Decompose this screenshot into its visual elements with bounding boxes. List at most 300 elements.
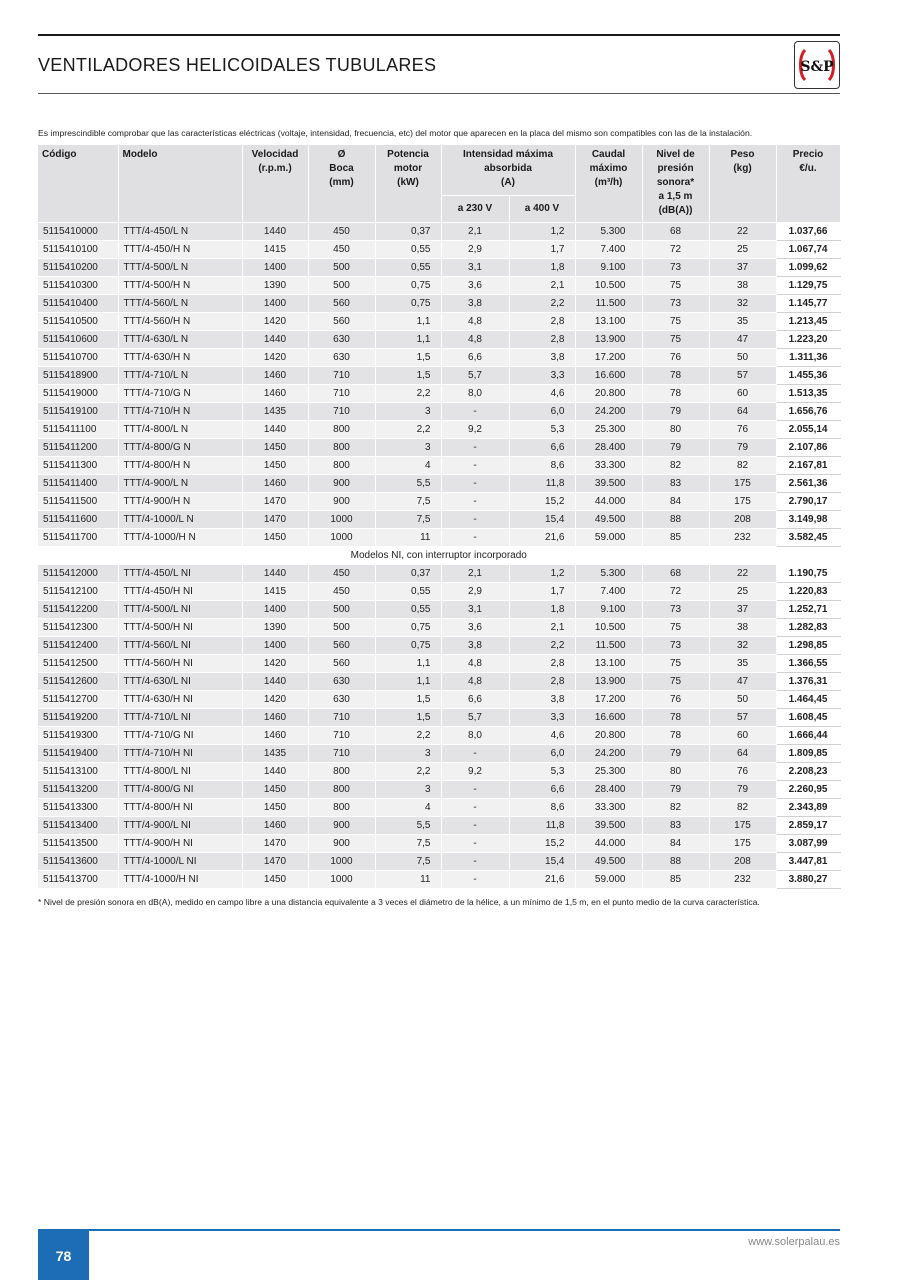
table-cell: 1470	[242, 493, 308, 511]
table-cell: 49.500	[575, 853, 642, 871]
table-row	[38, 763, 840, 781]
table-cell: TTT/4-800/G N	[118, 439, 242, 457]
table-cell: 2,9	[441, 583, 509, 601]
table-cell: 208	[709, 511, 776, 529]
table-cell: TTT/4-710/G NI	[118, 727, 242, 745]
table-cell: 1,2	[509, 565, 575, 583]
table-cell: 232	[709, 871, 776, 889]
table-row	[38, 295, 840, 313]
table-cell: 0,55	[375, 259, 441, 277]
table-cell: 3,8	[509, 349, 575, 367]
table-cell: 79	[709, 439, 776, 457]
table-cell: 560	[308, 637, 375, 655]
table-cell: 630	[308, 691, 375, 709]
table-cell: 5115419000	[38, 385, 118, 403]
table-cell: 38	[709, 277, 776, 295]
table-cell: 75	[642, 619, 709, 637]
table-cell: 22	[709, 565, 776, 583]
table-row	[38, 601, 840, 619]
table-cell: 1470	[242, 835, 308, 853]
col-precio: Precio €/u.	[776, 145, 840, 223]
table-cell: 15,2	[509, 493, 575, 511]
table-cell: 800	[308, 457, 375, 475]
table-cell: 1,5	[375, 367, 441, 385]
table-row	[38, 241, 840, 259]
table-cell: 38	[709, 619, 776, 637]
table-cell: 5115412400	[38, 637, 118, 655]
table-cell: 4,6	[509, 727, 575, 745]
table-cell: TTT/4-450/L N	[118, 223, 242, 241]
table-cell: 2,2	[509, 637, 575, 655]
table-cell: 710	[308, 367, 375, 385]
table-cell: 1460	[242, 385, 308, 403]
table-cell: 1400	[242, 259, 308, 277]
table-cell: 5115410500	[38, 313, 118, 331]
table-cell: 64	[709, 745, 776, 763]
table-cell: 1.282,83	[776, 619, 840, 637]
table-cell: 1400	[242, 637, 308, 655]
table-cell: 5115412100	[38, 583, 118, 601]
table-cell: 13.100	[575, 655, 642, 673]
table-cell: 76	[709, 421, 776, 439]
table-cell: -	[441, 781, 509, 799]
table-cell: TTT/4-800/H NI	[118, 799, 242, 817]
table-cell: 1470	[242, 511, 308, 529]
table-cell: 3.447,81	[776, 853, 840, 871]
table-row	[38, 871, 840, 889]
table-cell: 60	[709, 385, 776, 403]
table-cell: 78	[642, 709, 709, 727]
table-cell: 5115413200	[38, 781, 118, 799]
top-rule	[38, 34, 840, 36]
table-cell: 82	[709, 799, 776, 817]
table-cell: 1450	[242, 529, 308, 547]
table-row	[38, 385, 840, 403]
table-cell: 5115410000	[38, 223, 118, 241]
table-cell: 88	[642, 853, 709, 871]
table-cell: TTT/4-900/H NI	[118, 835, 242, 853]
table-cell: 1.656,76	[776, 403, 840, 421]
table-cell: 4,8	[441, 655, 509, 673]
table-cell: 1435	[242, 403, 308, 421]
table-cell: 1440	[242, 421, 308, 439]
table-row	[38, 745, 840, 763]
table-cell: 0,75	[375, 277, 441, 295]
table-cell: 28.400	[575, 439, 642, 457]
table-cell: 7,5	[375, 835, 441, 853]
table-cell: 6,6	[509, 439, 575, 457]
footer-rule	[38, 1229, 840, 1231]
table-cell: 75	[642, 313, 709, 331]
table-cell: 1.608,45	[776, 709, 840, 727]
table-cell: 68	[642, 565, 709, 583]
table-cell: 208	[709, 853, 776, 871]
table-cell: 37	[709, 601, 776, 619]
table-cell: -	[441, 493, 509, 511]
table-cell: 5,3	[509, 421, 575, 439]
table-cell: 5,7	[441, 709, 509, 727]
table-cell: 79	[709, 781, 776, 799]
table-cell: 5115419200	[38, 709, 118, 727]
table-cell: 85	[642, 871, 709, 889]
table-cell: 1.298,85	[776, 637, 840, 655]
table-row	[38, 511, 840, 529]
table-cell: 1390	[242, 277, 308, 295]
table-cell: 39.500	[575, 475, 642, 493]
table-cell: 8,6	[509, 457, 575, 475]
table-cell: 900	[308, 817, 375, 835]
table-cell: 5115413100	[38, 763, 118, 781]
table-cell: 1460	[242, 727, 308, 745]
table-cell: 3,8	[509, 691, 575, 709]
table-cell: 83	[642, 475, 709, 493]
table-cell: 32	[709, 637, 776, 655]
table-cell: 78	[642, 367, 709, 385]
table-cell: 72	[642, 583, 709, 601]
table-cell: TTT/4-450/H N	[118, 241, 242, 259]
table-cell: 75	[642, 673, 709, 691]
table-cell: 1.809,85	[776, 745, 840, 763]
table-cell: 800	[308, 781, 375, 799]
table-body-n	[38, 223, 840, 547]
table-row	[38, 223, 840, 241]
table-cell: TTT/4-630/L N	[118, 331, 242, 349]
table-cell: 1460	[242, 475, 308, 493]
table-cell: 1000	[308, 529, 375, 547]
table-cell: 6,6	[509, 781, 575, 799]
table-cell: 39.500	[575, 817, 642, 835]
table-cell: 1.067,74	[776, 241, 840, 259]
table-row	[38, 313, 840, 331]
table-cell: 1,1	[375, 673, 441, 691]
table-cell: TTT/4-500/H N	[118, 277, 242, 295]
table-cell: 1.190,75	[776, 565, 840, 583]
table-cell: 2,8	[509, 331, 575, 349]
table-cell: 1450	[242, 457, 308, 475]
table-row	[38, 709, 840, 727]
table-body-ni	[38, 565, 840, 889]
table-cell: 10.500	[575, 619, 642, 637]
website-link[interactable]: www.solerpalau.es	[748, 1236, 840, 1248]
table-cell: 800	[308, 799, 375, 817]
table-cell: 5.300	[575, 223, 642, 241]
table-cell: 1420	[242, 655, 308, 673]
table-cell: TTT/4-1000/H N	[118, 529, 242, 547]
table-cell: -	[441, 799, 509, 817]
table-cell: 28.400	[575, 781, 642, 799]
table-cell: 11,8	[509, 817, 575, 835]
table-cell: TTT/4-630/L NI	[118, 673, 242, 691]
table-cell: 60	[709, 727, 776, 745]
table-cell: 20.800	[575, 385, 642, 403]
table-cell: 1440	[242, 673, 308, 691]
table-cell: 1.099,62	[776, 259, 840, 277]
table-cell: 1460	[242, 709, 308, 727]
table-cell: 76	[642, 349, 709, 367]
table-cell: 5115412300	[38, 619, 118, 637]
table-cell: 84	[642, 493, 709, 511]
table-cell: 630	[308, 331, 375, 349]
sp-logo	[794, 41, 840, 89]
table-cell: 1415	[242, 583, 308, 601]
table-cell: 1,1	[375, 655, 441, 673]
table-cell: 2.260,95	[776, 781, 840, 799]
table-cell: 24.200	[575, 745, 642, 763]
table-cell: 3,6	[441, 619, 509, 637]
table-cell: 1,8	[509, 259, 575, 277]
table-cell: TTT/4-1000/H NI	[118, 871, 242, 889]
table-cell: 33.300	[575, 457, 642, 475]
table-cell: 5115410400	[38, 295, 118, 313]
table-cell: TTT/4-1000/L NI	[118, 853, 242, 871]
table-cell: 25	[709, 241, 776, 259]
table-cell: 5115410200	[38, 259, 118, 277]
table-cell: 1.464,45	[776, 691, 840, 709]
table-cell: 17.200	[575, 691, 642, 709]
table-cell: TTT/4-710/G N	[118, 385, 242, 403]
table-cell: 560	[308, 295, 375, 313]
table-cell: 15,4	[509, 511, 575, 529]
table-cell: 0,55	[375, 241, 441, 259]
table-section-ni	[38, 547, 840, 565]
table-cell: 7,5	[375, 853, 441, 871]
table-cell: 25.300	[575, 763, 642, 781]
col-boca: Ø Boca (mm)	[308, 145, 375, 223]
table-cell: 2,2	[375, 727, 441, 745]
table-cell: 1.666,44	[776, 727, 840, 745]
table-cell: 15,4	[509, 853, 575, 871]
page-number: 78	[38, 1231, 89, 1280]
table-cell: 13.100	[575, 313, 642, 331]
table-cell: 900	[308, 835, 375, 853]
table-cell: TTT/4-500/L NI	[118, 601, 242, 619]
table-cell: 5115419400	[38, 745, 118, 763]
table-cell: 57	[709, 709, 776, 727]
table-cell: 3	[375, 781, 441, 799]
table-cell: 73	[642, 601, 709, 619]
table-cell: 5115410300	[38, 277, 118, 295]
table-row	[38, 475, 840, 493]
table-cell: 9,2	[441, 421, 509, 439]
table-cell: 7.400	[575, 241, 642, 259]
table-cell: 21,6	[509, 871, 575, 889]
table-cell: 5115411200	[38, 439, 118, 457]
table-cell: 76	[709, 763, 776, 781]
table-cell: 47	[709, 673, 776, 691]
table-cell: 1420	[242, 691, 308, 709]
table-cell: 25	[709, 583, 776, 601]
table-cell: 68	[642, 223, 709, 241]
table-cell: 3.149,98	[776, 511, 840, 529]
table-cell: 50	[709, 691, 776, 709]
table-cell: 2,1	[441, 223, 509, 241]
table-cell: 3,8	[441, 295, 509, 313]
footnote: * Nivel de presión sonora en dB(A), medido en campo libre a una distancia equivalente a 3 veces el diámetro de la hélice, a un mínimo de 1,5 m, en el punto medio de la curva característica.	[38, 897, 760, 907]
table-cell: 5115419300	[38, 727, 118, 745]
table-cell: 78	[642, 727, 709, 745]
table-row	[38, 637, 840, 655]
table-cell: 0,37	[375, 565, 441, 583]
product-table	[38, 145, 841, 889]
table-cell: 1400	[242, 295, 308, 313]
table-row	[38, 277, 840, 295]
table-cell: 1,2	[509, 223, 575, 241]
table-cell: 1420	[242, 349, 308, 367]
table-cell: -	[441, 529, 509, 547]
table-cell: TTT/4-560/L NI	[118, 637, 242, 655]
table-cell: 5115412700	[38, 691, 118, 709]
table-cell: 3	[375, 403, 441, 421]
table-cell: 75	[642, 655, 709, 673]
table-cell: 1.220,83	[776, 583, 840, 601]
table-cell: 1,8	[509, 601, 575, 619]
table-cell: -	[441, 745, 509, 763]
table-cell: 1,7	[509, 583, 575, 601]
table-cell: 78	[642, 385, 709, 403]
table-cell: 8,0	[441, 385, 509, 403]
table-cell: 73	[642, 295, 709, 313]
table-cell: 5115412200	[38, 601, 118, 619]
table-cell: 11	[375, 529, 441, 547]
table-cell: TTT/4-800/L N	[118, 421, 242, 439]
table-cell: 1390	[242, 619, 308, 637]
table-cell: 2,2	[375, 421, 441, 439]
table-cell: TTT/4-450/H NI	[118, 583, 242, 601]
table-row	[38, 583, 840, 601]
table-row	[38, 673, 840, 691]
table-cell: 25.300	[575, 421, 642, 439]
table-cell: 2,8	[509, 673, 575, 691]
header-rule	[38, 93, 840, 94]
table-cell: TTT/4-630/H N	[118, 349, 242, 367]
table-cell: TTT/4-450/L NI	[118, 565, 242, 583]
table-cell: 4	[375, 799, 441, 817]
table-cell: 710	[308, 385, 375, 403]
table-cell: 232	[709, 529, 776, 547]
table-row	[38, 853, 840, 871]
table-cell: TTT/4-710/H NI	[118, 745, 242, 763]
table-cell: 15,2	[509, 835, 575, 853]
table-cell: -	[441, 475, 509, 493]
table-cell: 5115411100	[38, 421, 118, 439]
table-cell: -	[441, 835, 509, 853]
table-cell: 3,1	[441, 259, 509, 277]
table-cell: -	[441, 439, 509, 457]
table-cell: 1440	[242, 565, 308, 583]
table-cell: 75	[642, 277, 709, 295]
table-cell: 64	[709, 403, 776, 421]
table-cell: 73	[642, 637, 709, 655]
table-cell: 1,5	[375, 691, 441, 709]
table-cell: TTT/4-710/L N	[118, 367, 242, 385]
table-cell: 5115412600	[38, 673, 118, 691]
table-cell: TTT/4-560/H N	[118, 313, 242, 331]
table-cell: 1.223,20	[776, 331, 840, 349]
table-cell: 50	[709, 349, 776, 367]
table-cell: 2,2	[509, 295, 575, 313]
table-cell: 57	[709, 367, 776, 385]
table-cell: 1.366,55	[776, 655, 840, 673]
table-cell: 500	[308, 259, 375, 277]
table-cell: 2,1	[441, 565, 509, 583]
table-cell: 1.037,66	[776, 223, 840, 241]
page-title: VENTILADORES HELICOIDALES TUBULARES	[38, 55, 437, 75]
table-row	[38, 655, 840, 673]
table-cell: 32	[709, 295, 776, 313]
table-cell: 5115413700	[38, 871, 118, 889]
table-cell: 1,5	[375, 349, 441, 367]
table-cell: 8,0	[441, 727, 509, 745]
table-cell: 5115411700	[38, 529, 118, 547]
table-cell: 560	[308, 655, 375, 673]
table-cell: 1440	[242, 763, 308, 781]
table-cell: 2.790,17	[776, 493, 840, 511]
table-cell: 11	[375, 871, 441, 889]
table-cell: 450	[308, 565, 375, 583]
table-cell: 5115413500	[38, 835, 118, 853]
table-cell: 0,55	[375, 601, 441, 619]
table-row	[38, 421, 840, 439]
table-row	[38, 439, 840, 457]
table-cell: TTT/4-900/H N	[118, 493, 242, 511]
table-cell: 1,1	[375, 331, 441, 349]
table-cell: 560	[308, 313, 375, 331]
table-cell: 5115410700	[38, 349, 118, 367]
table-cell: 11.500	[575, 295, 642, 313]
table-cell: 5115410100	[38, 241, 118, 259]
table-cell: 13.900	[575, 331, 642, 349]
table-row	[38, 367, 840, 385]
table-cell: 79	[642, 745, 709, 763]
table-cell: TTT/4-630/H NI	[118, 691, 242, 709]
table-cell: 3	[375, 745, 441, 763]
table-cell: 3,6	[441, 277, 509, 295]
table-cell: 9.100	[575, 601, 642, 619]
table-cell: 1420	[242, 313, 308, 331]
table-cell: TTT/4-900/L N	[118, 475, 242, 493]
table-cell: 5115412000	[38, 565, 118, 583]
table-cell: 710	[308, 745, 375, 763]
table-cell: TTT/4-500/H NI	[118, 619, 242, 637]
table-row	[38, 529, 840, 547]
table-cell: 7.400	[575, 583, 642, 601]
table-cell: 900	[308, 475, 375, 493]
table-row	[38, 565, 840, 583]
table-cell: 5115410600	[38, 331, 118, 349]
section-label: Modelos NI, con interruptor incorporado	[38, 547, 840, 565]
table-row	[38, 691, 840, 709]
table-cell: 11,8	[509, 475, 575, 493]
table-cell: TTT/4-800/L NI	[118, 763, 242, 781]
table-cell: 4	[375, 457, 441, 475]
table-cell: TTT/4-500/L N	[118, 259, 242, 277]
table-cell: 44.000	[575, 835, 642, 853]
table-cell: 1415	[242, 241, 308, 259]
table-cell: 79	[642, 439, 709, 457]
table-cell: 1440	[242, 331, 308, 349]
table-cell: 500	[308, 277, 375, 295]
table-cell: 59.000	[575, 529, 642, 547]
table-cell: 79	[642, 403, 709, 421]
table-cell: 17.200	[575, 349, 642, 367]
table-cell: 82	[642, 799, 709, 817]
table-cell: 21,6	[509, 529, 575, 547]
table-cell: 5115413400	[38, 817, 118, 835]
table-cell: 710	[308, 727, 375, 745]
table-cell: 3,8	[441, 637, 509, 655]
table-cell: 3,3	[509, 367, 575, 385]
table-cell: 3,1	[441, 601, 509, 619]
